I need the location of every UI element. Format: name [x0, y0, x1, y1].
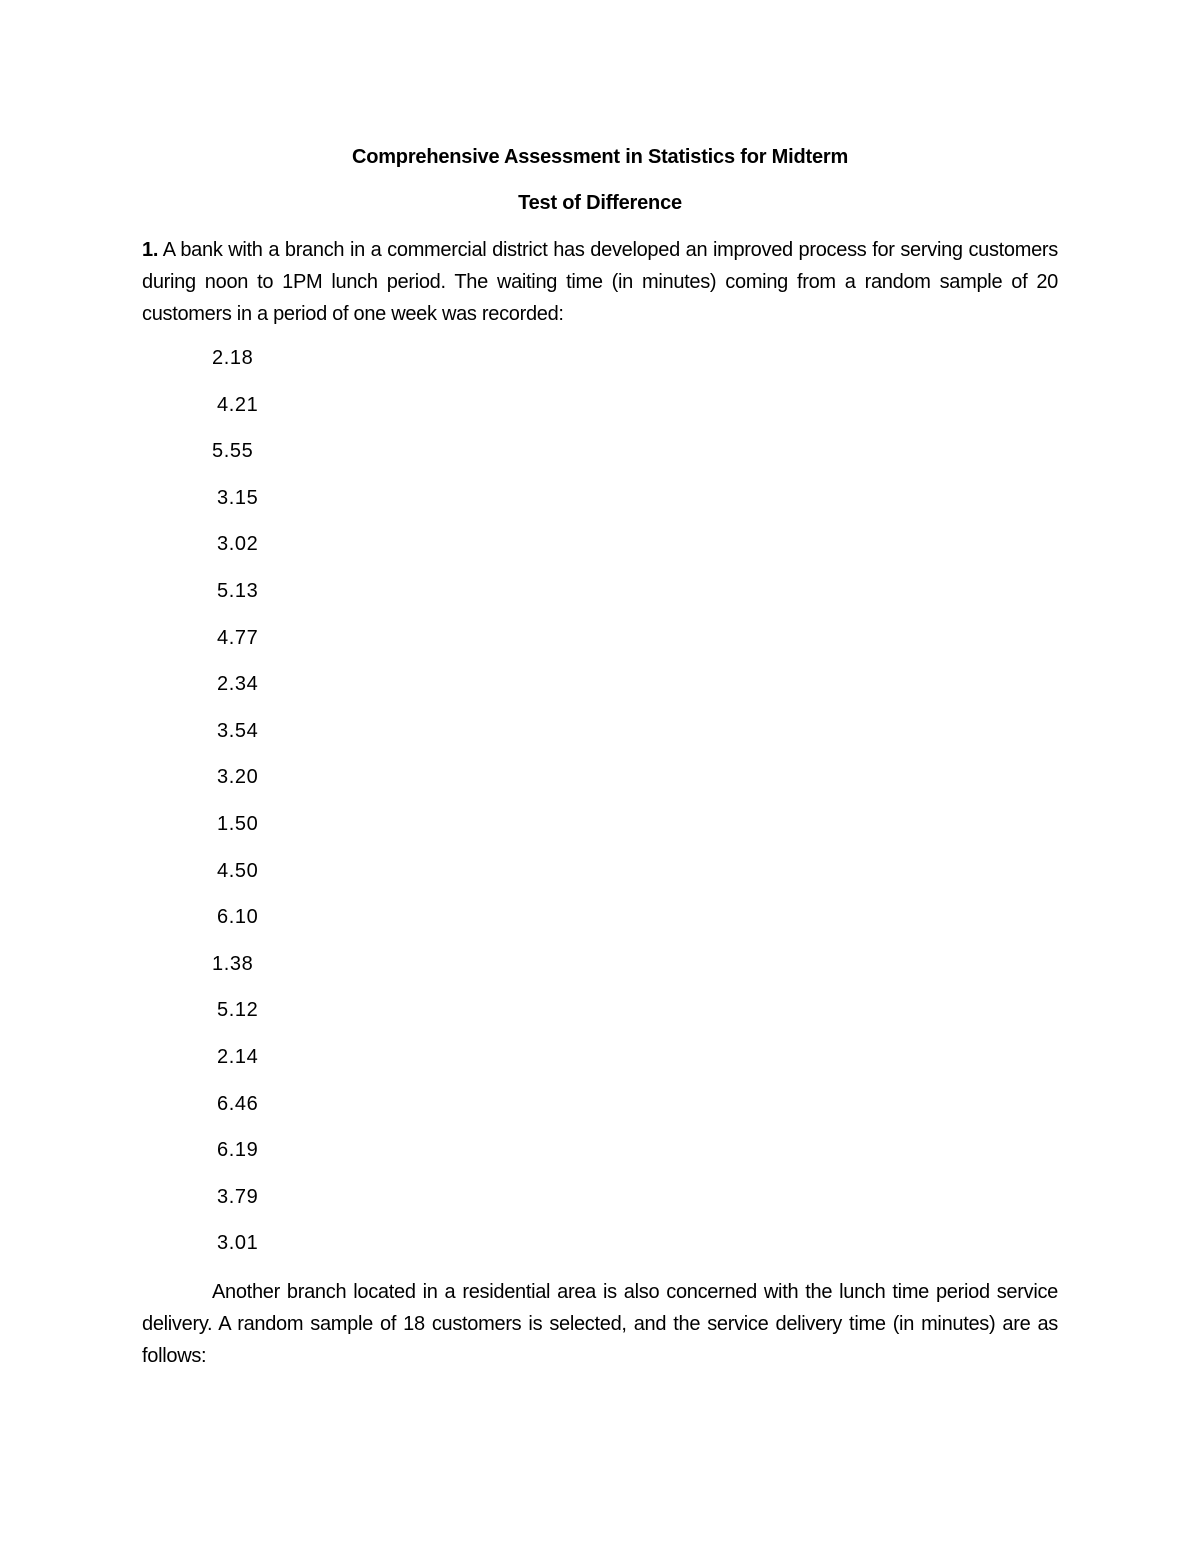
- waiting-time-value: 3.01: [217, 1232, 259, 1255]
- waiting-time-value: 1.38: [212, 952, 254, 975]
- waiting-time-value: 3.20: [217, 766, 259, 789]
- waiting-time-value: 6.19: [217, 1139, 259, 1162]
- waiting-time-value: 3.15: [217, 486, 259, 509]
- waiting-time-value: 4.77: [217, 626, 259, 649]
- waiting-time-value: 5.12: [217, 999, 259, 1022]
- section-heading: Test of Difference: [518, 192, 682, 214]
- waiting-time-value: 6.10: [217, 906, 259, 929]
- waiting-time-value: 5.55: [212, 440, 254, 463]
- waiting-time-value: 3.54: [217, 719, 259, 742]
- waiting-time-value: 2.34: [217, 673, 259, 696]
- waiting-time-value: 4.21: [217, 393, 259, 416]
- waiting-time-value: 4.50: [217, 859, 259, 882]
- question-text: A bank with a branch in a commercial district has developed an improved process for serving customers during noon to 1PM lunch period. The waiting time (in minutes) coming from a random sample of 20 customers in a period of one week was recorded:: [142, 239, 1058, 325]
- followup-paragraph: Another branch located in a residential area is also concerned with the lunch time period service delivery. A random sample of 18 customers is selected, and the service delivery time (in minutes) are as follows:: [142, 1281, 1058, 1367]
- waiting-time-value: 3.79: [217, 1185, 259, 1208]
- waiting-time-value: 5.13: [217, 580, 259, 602]
- waiting-time-value: 1.50: [217, 813, 259, 835]
- waiting-time-value: 2.18: [212, 347, 254, 369]
- document-title: Comprehensive Assessment in Statistics for Midterm: [351, 146, 849, 168]
- waiting-time-value: 3.02: [217, 533, 259, 556]
- waiting-time-value: 2.14: [217, 1046, 259, 1068]
- waiting-time-value: 6.46: [217, 1092, 259, 1115]
- question-number: 1.: [142, 239, 159, 261]
